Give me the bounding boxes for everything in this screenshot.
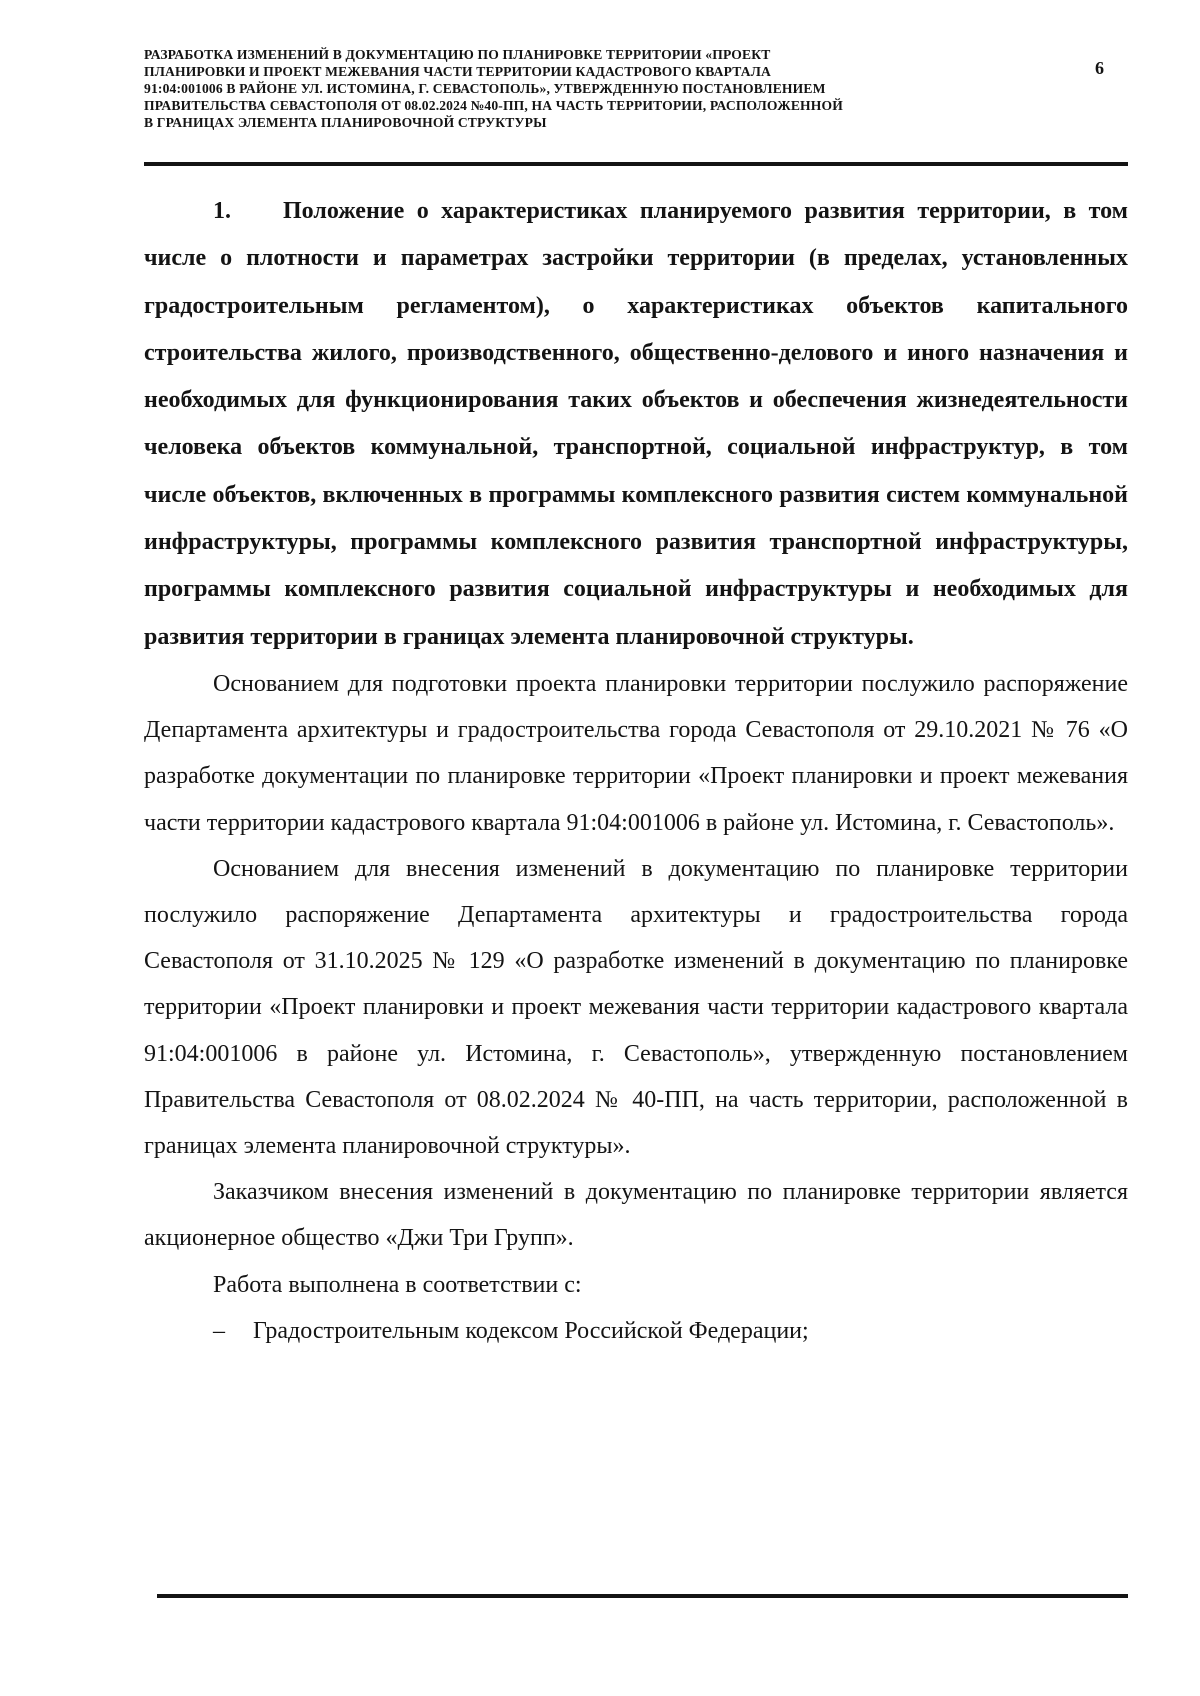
paragraph-basis-planning: Основанием для подготовки проекта планировки территории послужило распоряжение Департамента архитектуры и градостроительства города Севастополя от 29.10.2021 № 76 «О разработке документации по планировке территории «Проект планировки и проект межевания части территории кадастрового квартала 91:04:001006 в районе ул. Истомина, г. Севастополь». [144, 670, 1128, 836]
page-number: 6 [1095, 58, 1104, 78]
list-item-text: Градостроительным кодексом Российской Федерации; [253, 1317, 809, 1344]
list-item [144, 1308, 1128, 1354]
footer-divider [157, 1594, 1128, 1598]
list-marker: – [213, 1317, 225, 1344]
paragraph-basis-changes: Основанием для внесения изменений в документацию по планировке территории послужило распоряжение Департамента архитектуры и градостроительства города Севастополя от 31.10.2025 № 129 «О разработке изменений в документацию по планировке территории «Проект планировки и проект межевания части территории кадастрового квартала 91:04:001006 в районе ул. Истомина, г. Севастополь», утвержденную постановлением Правительства Севастополя от 08.02.2024 № 40-ПП, на часть территории, расположенной в границах элемента планировочной структуры». [144, 855, 1128, 1159]
header-line: РАЗРАБОТКА ИЗМЕНЕНИЙ В ДОКУМЕНТАЦИЮ ПО ПЛАНИРОВКЕ ТЕРРИТОРИИ «ПРОЕКТ [144, 47, 771, 62]
header-divider [144, 162, 1128, 166]
header-line: 91:04:001006 В РАЙОНЕ УЛ. ИСТОМИНА, Г. СЕВАСТОПОЛЬ», УТВЕРЖДЕННУЮ ПОСТАНОВЛЕНИЕМ [144, 81, 826, 96]
paragraph-compliance: Работа выполнена в соответствии с: [213, 1271, 582, 1298]
running-header [144, 46, 1044, 131]
header-line: В ГРАНИЦАХ ЭЛЕМЕНТА ПЛАНИРОВОЧНОЙ СТРУКТУРЫ [144, 115, 547, 130]
section-number: 1. [213, 198, 231, 224]
header-line: ПЛАНИРОВКИ И ПРОЕКТ МЕЖЕВАНИЯ ЧАСТИ ТЕРРИТОРИИ КАДАСТРОВОГО КВАРТАЛА [144, 64, 771, 79]
document-body [144, 188, 1128, 1354]
paragraph-customer: Заказчиком внесения изменений в документацию по планировке территории является акционерное общество «Джи Три Групп». [144, 1179, 1128, 1252]
header-line: ПРАВИТЕЛЬСТВА СЕВАСТОПОЛЯ ОТ 08.02.2024 №40-ПП, НА ЧАСТЬ ТЕРРИТОРИИ, РАСПОЛОЖЕННОЙ [144, 98, 843, 113]
section-heading [144, 188, 1128, 661]
section-title-text: Положение о характеристиках планируемого развития территории, в том числе о плотности и параметрах застройки территории (в пределах, установленных градостроительным регламентом), о характеристиках объектов капитального строительства жилого, производственного, общественно-делового и иного назначения и необходимых для функционирования таких объектов и обеспечения жизнедеятельности человека объектов коммунальной, транспортной, социальной инфраструктур, в том числе объектов, включенных в программы комплексного развития систем коммунальной инфраструктуры, программы комплексного развития транспортной инфраструктуры, программы комплексного развития социальной инфраструктуры и необходимых для развития территории в границах элемента планировочной структуры. [144, 198, 1128, 650]
